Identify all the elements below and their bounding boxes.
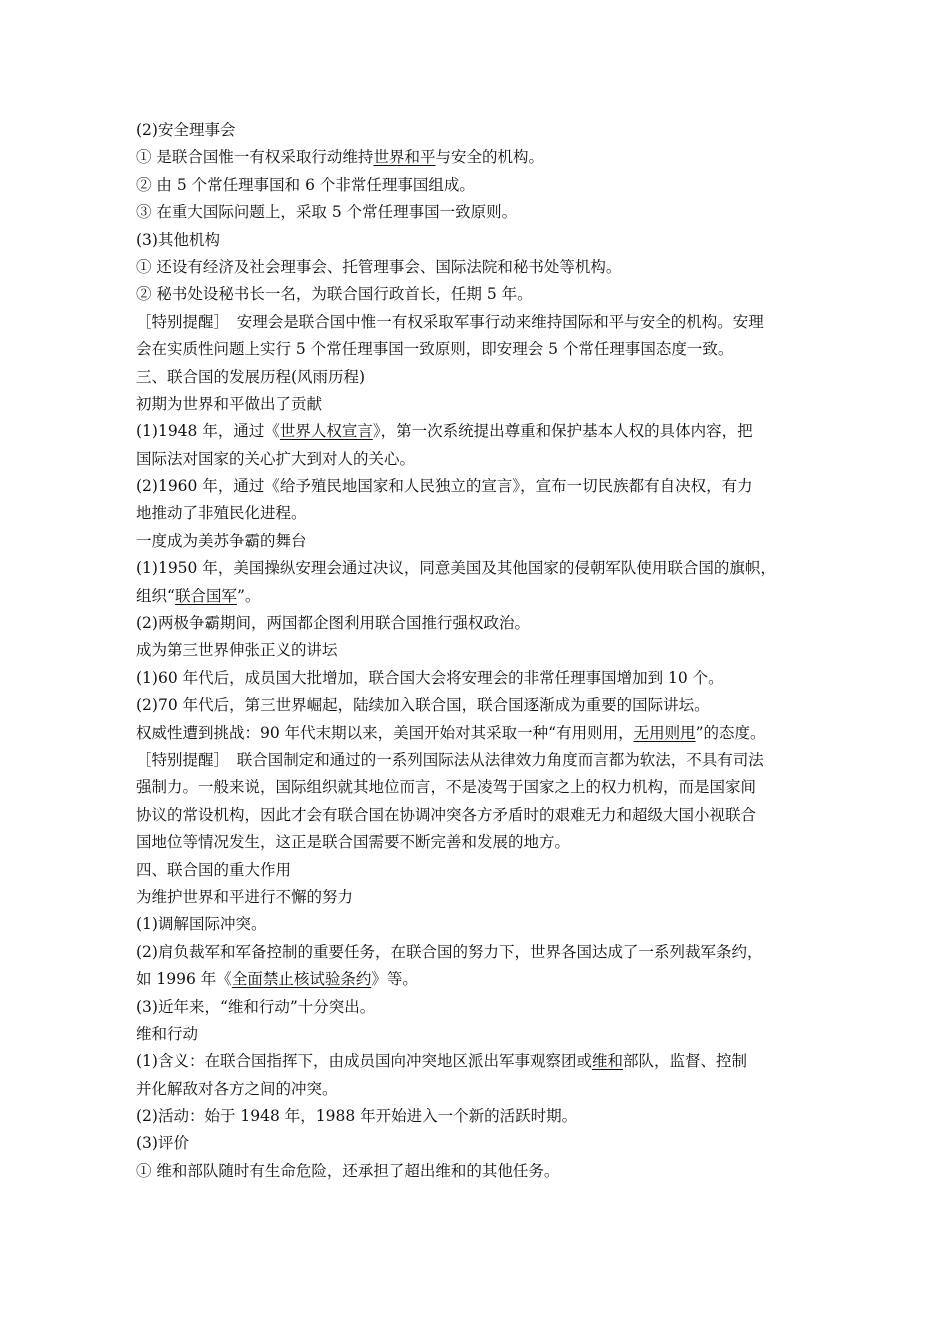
text-line	[136, 1021, 826, 1048]
text-segment: ② 由 5 个常任理事国和 6 个非常任理事国组成。	[136, 175, 475, 194]
text-segment: (2)两极争霸期间，两国都企图利用联合国推行强权政治。	[136, 614, 530, 633]
text-line	[136, 747, 826, 774]
text-line	[136, 555, 826, 582]
text-segment: (3)评价	[136, 1134, 189, 1153]
text-line	[136, 583, 826, 610]
text-line	[136, 665, 826, 692]
text-line	[136, 254, 826, 281]
document-page	[136, 117, 826, 1185]
text-segment: 与安全的机构。	[435, 148, 544, 167]
text-segment: ① 是联合国惟一有权采取行动维持	[136, 148, 374, 167]
text-line	[136, 227, 826, 254]
text-line	[136, 939, 826, 966]
text-segment: 四、联合国的重大作用	[136, 860, 292, 879]
text-segment: 》，第一次系统提出尊重和保护基本人权的具体内容，把	[372, 422, 753, 441]
text-line	[136, 637, 826, 664]
underlined-text: 全面禁止核试验条约	[231, 970, 372, 989]
underlined-text: 维和	[591, 1052, 623, 1071]
text-segment: 地推动了非殖民化进程。	[136, 504, 307, 523]
text-segment: 并化解敌对各方之间的冲突。	[136, 1079, 338, 1098]
text-segment: 一度成为美苏争霸的舞台	[136, 531, 307, 550]
text-line	[136, 994, 826, 1021]
text-line	[136, 802, 826, 829]
text-segment: (3)近年来，“维和行动”十分突出。	[136, 997, 376, 1016]
text-segment: 部队，监督、控制	[622, 1052, 747, 1071]
text-segment: ［特别提醒］ 安理会是联合国中惟一有权采取军事行动来维持国际和平与安全的机构。安理	[136, 312, 764, 331]
text-segment: 会在实质性问题上实行 5 个常任理事国一致原则，即安理会 5 个常任理事国态度一致。	[136, 340, 734, 359]
text-segment: ① 还设有经济及社会理事会、托管理事会、国际法院和秘书处等机构。	[136, 257, 622, 276]
underlined-text: 世界和平	[373, 148, 436, 167]
text-segment: (2)1960 年，通过《给予殖民地国家和人民独立的宣言》，宣布一切民族都有自决权，有力	[136, 477, 753, 496]
text-line	[136, 281, 826, 308]
text-segment: 为维护世界和平进行不懈的努力	[136, 887, 354, 906]
text-segment: (2)安全理事会	[136, 121, 236, 139]
text-segment: ③ 在重大国际问题上，采取 5 个常任理事国一致原则。	[136, 203, 518, 222]
underlined-text: 联合国军	[174, 586, 237, 605]
text-segment: (1)含义：在联合国指挥下，由成员国向冲突地区派出军事观察团或	[136, 1052, 592, 1071]
text-line	[136, 966, 826, 993]
text-line	[136, 857, 826, 884]
text-segment: 》等。	[371, 970, 418, 989]
text-segment: ② 秘书处设秘书长一名，为联合国行政首长，任期 5 年。	[136, 285, 533, 304]
text-line	[136, 418, 826, 445]
text-segment: 强制力。一般来说，国际组织就其地位而言，不是凌驾于国家之上的权力机构，而是国家间	[136, 778, 757, 797]
text-segment: 权威性遭到挑战：90 年代末期以来，美国开始对其采取一种“有用则用，	[136, 723, 634, 742]
text-line	[136, 336, 826, 363]
text-line	[136, 720, 826, 747]
text-segment: (1)60 年代后，成员国大批增加，联合国大会将安理会的非常任理事国增加到 10 个。	[136, 668, 724, 687]
text-segment: 初期为世界和平做出了贡献	[136, 394, 323, 413]
text-segment: (1)调解国际冲突。	[136, 915, 267, 934]
text-segment: (1)1948 年，通过《	[136, 422, 280, 441]
text-line	[136, 364, 826, 391]
text-line	[136, 610, 826, 637]
text-segment: 组织“	[136, 586, 175, 605]
text-line	[136, 309, 826, 336]
text-segment: 三、联合国的发展历程(风雨历程)	[136, 367, 366, 386]
text-segment: ① 维和部队随时有生命危险，还承担了超出维和的其他任务。	[136, 1161, 560, 1180]
text-line	[136, 473, 826, 500]
text-line	[136, 144, 826, 171]
text-line	[136, 911, 826, 938]
text-line	[136, 391, 826, 418]
text-line	[136, 1158, 826, 1185]
text-segment: 成为第三世界伸张正义的讲坛	[136, 641, 338, 660]
text-segment: ”。	[236, 586, 261, 605]
text-line	[136, 500, 826, 527]
text-segment: 协议的常设机构，因此才会有联合国在协调冲突各方矛盾时的艰难无力和超级大国小视联合	[136, 805, 757, 824]
text-line	[136, 117, 826, 144]
text-segment: ［特别提醒］ 联合国制定和通过的一系列国际法从法律效力角度而言都为软法，不具有司法	[136, 750, 764, 769]
text-line	[136, 1103, 826, 1130]
text-line	[136, 774, 826, 801]
text-line	[136, 829, 826, 856]
text-segment: 国地位等情况发生，这正是联合国需要不断完善和发展的地方。	[136, 833, 571, 852]
text-line	[136, 692, 826, 719]
text-line	[136, 884, 826, 911]
text-segment: 维和行动	[136, 1024, 199, 1043]
text-segment: (2)70 年代后，第三世界崛起，陆续加入联合国，联合国逐渐成为重要的国际讲坛。	[136, 696, 710, 715]
text-line	[136, 1130, 826, 1157]
text-segment: (2)活动：始于 1948 年，1988 年开始进入一个新的活跃时期。	[136, 1107, 578, 1126]
text-line	[136, 199, 826, 226]
text-segment: 国际法对国家的关心扩大到对人的关心。	[136, 449, 416, 468]
text-line	[136, 172, 826, 199]
text-line	[136, 1076, 826, 1103]
text-line	[136, 1048, 826, 1075]
underlined-text: 无用则甩	[633, 723, 696, 742]
underlined-text: 世界人权宣言	[279, 422, 373, 441]
text-line	[136, 446, 826, 473]
text-line	[136, 528, 826, 555]
text-segment: ”的态度。	[695, 723, 766, 742]
text-segment: (3)其他机构	[136, 230, 220, 249]
text-segment: (2)肩负裁军和军备控制的重要任务，在联合国的努力下，世界各国达成了一系列裁军条约，	[136, 942, 763, 961]
text-segment: 如 1996 年《	[136, 970, 232, 989]
text-segment: (1)1950 年，美国操纵安理会通过决议，同意美国及其他国家的侵朝军队使用联合国的旗帜，	[136, 559, 776, 578]
